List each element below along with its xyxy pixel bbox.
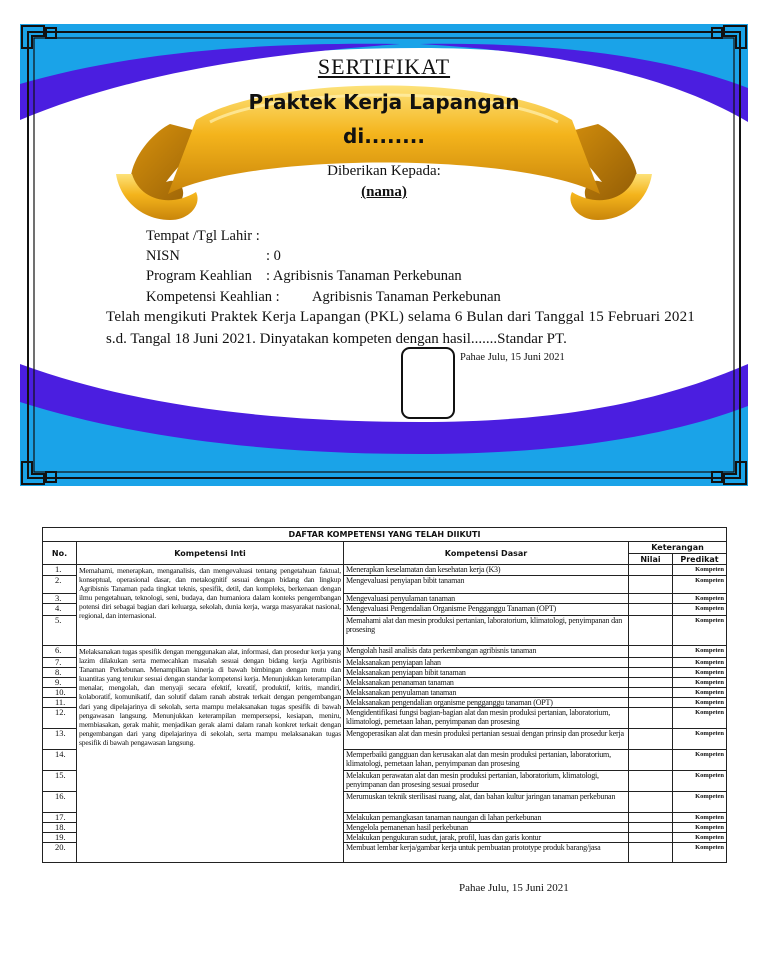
predikat-cell: Kompeten [673, 823, 727, 833]
nisn-label: NISN [146, 248, 180, 264]
kompetensi-dasar-cell: Melakukan perawatan alat dan mesin produksi pertanian, laboratorium, klimatologi, penyimpanan dan prosesing sesuai prosedur [344, 771, 629, 792]
nilai-cell [629, 771, 673, 792]
row-number: 13. [43, 729, 77, 750]
recipient-name: (nama) [361, 184, 407, 200]
kompetensi-dasar-cell: Membuat lembar kerja/gambar kerja untuk pembuatan prototype produk barang/jasa [344, 843, 629, 863]
kompetensi-dasar-cell: Merumuskan teknik sterilisasi ruang, alat, dan bahan kultur jaringan tanaman perkebunan [344, 792, 629, 813]
predikat-cell: Kompeten [673, 616, 727, 646]
nilai-cell [629, 646, 673, 658]
col-nilai: Nilai [629, 554, 673, 565]
predikat-cell: Kompeten [673, 792, 727, 813]
row-number: 6. [43, 646, 77, 658]
row-number: 8. [43, 668, 77, 678]
row-number: 16. [43, 792, 77, 813]
row-number: 17. [43, 813, 77, 823]
kompetensi-dasar-cell: Melakukan pemangkasan tanaman naungan di lahan perkebunan [344, 813, 629, 823]
row-number: 2. [43, 576, 77, 594]
nilai-cell [629, 708, 673, 729]
kompetensi-dasar-cell: Melaksanakan pengendalian organisme pengganggu tanaman (OPT) [344, 698, 629, 708]
nilai-cell [629, 616, 673, 646]
nilai-cell [629, 688, 673, 698]
nilai-cell [629, 565, 673, 576]
kompetensi-dasar-cell: Mengidentifikasi fungsi bagian-bagian alat dan mesin produksi pertanian, laboratorium, klimatologi, pemetaan lahan, penyimpanan dan prosesing [344, 708, 629, 729]
row-number: 18. [43, 823, 77, 833]
predikat-cell: Kompeten [673, 565, 727, 576]
certificate-place: di........ [343, 124, 425, 148]
predikat-cell: Kompeten [673, 833, 727, 843]
kompetensi-dasar-cell: Memperbaiki gangguan dan kerusakan alat dan mesin produksi pertanian, laboratorium, klimatologi, pemetaan lahan, penyimpanan dan prosesing [344, 750, 629, 771]
nilai-cell [629, 678, 673, 688]
row-number: 4. [43, 604, 77, 616]
nilai-cell [629, 833, 673, 843]
statement-line-1: Telah mengikuti Praktek Kerja Lapangan (PKL) selama 6 Bulan dari Tanggal 15 Februari 2021 [106, 309, 696, 325]
kompetensi-dasar-cell: Mengolah hasil analisis data perkembangan agribisnis tanaman [344, 646, 629, 658]
table-row [43, 646, 727, 658]
table-city-date: Pahae Julu, 15 Juni 2021 [459, 882, 569, 894]
row-number: 12. [43, 708, 77, 729]
predikat-cell: Kompeten [673, 771, 727, 792]
col-ki: Kompetensi Inti [77, 542, 344, 565]
kompetensi-dasar-cell: Melaksanakan penyulaman tanaman [344, 688, 629, 698]
predikat-cell: Kompeten [673, 646, 727, 658]
predikat-cell: Kompeten [673, 658, 727, 668]
nilai-cell [629, 843, 673, 863]
predikat-cell: Kompeten [673, 750, 727, 771]
competency-table-wrap [42, 527, 726, 863]
row-number: 7. [43, 658, 77, 668]
table-body [43, 565, 727, 863]
kompetensi-inti-cell: Memahami, menerapkan, menganalisis, dan mengevaluasi tentang pengetahuan faktual, konseptual, operasional dasar, dan metakognitif sesuai dengan bidang dan lingkup Agribisnis Tanaman pada tingkat teknis, spesifik, detil, dan kompleks, berkenaan dengan ilmu pengetahuan, teknologi, seni, budaya, dan humaniora dalam konteks pengembangan potensi diri sebagai bagian dari keluarga, sekolah, dunia kerja, warga masyarakat nasional, regional, dan internasional. [77, 565, 344, 646]
nilai-cell [629, 792, 673, 813]
nilai-cell [629, 668, 673, 678]
nilai-cell [629, 750, 673, 771]
nilai-cell [629, 823, 673, 833]
competence-value: Agribisnis Tanaman Perkebunan [312, 289, 501, 305]
kompetensi-dasar-cell: Menerapkan keselamatan dan kesehatan kerja (K3) [344, 565, 629, 576]
row-number: 14. [43, 750, 77, 771]
nilai-cell [629, 698, 673, 708]
nilai-cell [629, 594, 673, 604]
row-number: 19. [43, 833, 77, 843]
predikat-cell: Kompeten [673, 843, 727, 863]
nilai-cell [629, 658, 673, 668]
kompetensi-dasar-cell: Mengevaluasi penyulaman tanaman [344, 594, 629, 604]
nilai-cell [629, 576, 673, 594]
predikat-cell: Kompeten [673, 576, 727, 594]
kompetensi-dasar-cell: Mengevaluasi Pengendalian Organisme Pengganggu Tanaman (OPT) [344, 604, 629, 616]
row-number: 9. [43, 678, 77, 688]
statement-line-2: s.d. Tangal 18 Juni 2021. Dinyatakan kompeten dengan hasil.......Standar PT. [106, 331, 567, 347]
competency-table [42, 527, 727, 863]
photo-placeholder [401, 347, 455, 419]
kompetensi-dasar-cell: Melakukan pengukuran sudut, jarak, profil, luas dan garis kontur [344, 833, 629, 843]
kompetensi-dasar-cell: Mengoperasikan alat dan mesin produksi pertanian sesuai dengan prinsip dan prosedur kerja [344, 729, 629, 750]
kompetensi-dasar-cell: Mengevaluasi penyiapan bibit tanaman [344, 576, 629, 594]
row-number: 5. [43, 616, 77, 646]
predikat-cell: Kompeten [673, 698, 727, 708]
row-number: 3. [43, 594, 77, 604]
row-number: 15. [43, 771, 77, 792]
kompetensi-dasar-cell: Memahami alat dan mesin produksi pertanian, laboratorium, klimatologi, penyimpanan dan prosesing [344, 616, 629, 646]
row-number: 1. [43, 565, 77, 576]
predikat-cell: Kompeten [673, 708, 727, 729]
predikat-cell: Kompeten [673, 729, 727, 750]
birth-label: Tempat /Tgl Lahir : [146, 228, 260, 244]
kompetensi-dasar-cell: Mengelola pemanenan hasil perkebunan [344, 823, 629, 833]
predikat-cell: Kompeten [673, 813, 727, 823]
row-number: 20. [43, 843, 77, 863]
certificate-city-date: Pahae Julu, 15 Juni 2021 [460, 352, 565, 363]
competence-label: Kompetensi Keahlian : [146, 289, 280, 305]
certificate-title: SERTIFIKAT [317, 54, 451, 79]
predikat-cell: Kompeten [673, 594, 727, 604]
nisn-value: : 0 [266, 248, 281, 264]
col-predikat: Predikat [673, 554, 727, 565]
predikat-cell: Kompeten [673, 688, 727, 698]
table-title: DAFTAR KOMPETENSI YANG TELAH DIIKUTI [43, 528, 727, 542]
col-keterangan: Keterangan [629, 542, 727, 554]
col-no: No. [43, 542, 77, 565]
kompetensi-dasar-cell: Melaksanakan penyiapan bibit tanaman [344, 668, 629, 678]
predikat-cell: Kompeten [673, 668, 727, 678]
kompetensi-dasar-cell: Melaksanakan penanaman tanaman [344, 678, 629, 688]
certificate [20, 24, 748, 486]
nilai-cell [629, 729, 673, 750]
table-row [43, 565, 727, 576]
row-number: 11. [43, 698, 77, 708]
predikat-cell: Kompeten [673, 604, 727, 616]
program-label: Program Keahlian [146, 268, 252, 284]
kompetensi-inti-cell: Melaksanakan tugas spesifik dengan menggunakan alat, informasi, dan prosedur kerja yang lazim dilakukan serta memecahkan masalah sesuai dengan bidang kerja Agribisnis Tanaman Perkebunan. Menampilkan kinerja di bawah bimbingan dengan mutu dan kuantitas yang terukur sesuai dengan standar kompetensi kerja. Menunjukkan keterampilan menalar, mengolah, dan menyaji secara efektif, kreatif, produktif, kritis, mandiri, kolaboratif, komunikatif, dan solutif dalam ranah abstrak terkait dengan pengembangan dari yang dipelajarinya di sekolah, serta mampu melaksanakan tugas spesifik di bawah pengawasan langsung. Menunjukkan keterampilan mempersepsi, kesiapan, meniru, membiasakan, gerak mahir, menjadikan gerak alami dalam ranah konkret terkait dengan pengembangan dari yang dipelajarinya di sekolah, serta mampu melaksanakan tugas spesifik di bawah pengawasan langsung. [77, 646, 344, 863]
certificate-subtitle: Praktek Kerja Lapangan [248, 90, 520, 114]
given-to-label: Diberikan Kepada: [327, 163, 441, 179]
kompetensi-dasar-cell: Melaksanakan penyiapan lahan [344, 658, 629, 668]
program-value: : Agribisnis Tanaman Perkebunan [266, 268, 462, 284]
predikat-cell: Kompeten [673, 678, 727, 688]
row-number: 10. [43, 688, 77, 698]
col-kd: Kompetensi Dasar [344, 542, 629, 565]
nilai-cell [629, 813, 673, 823]
nilai-cell [629, 604, 673, 616]
